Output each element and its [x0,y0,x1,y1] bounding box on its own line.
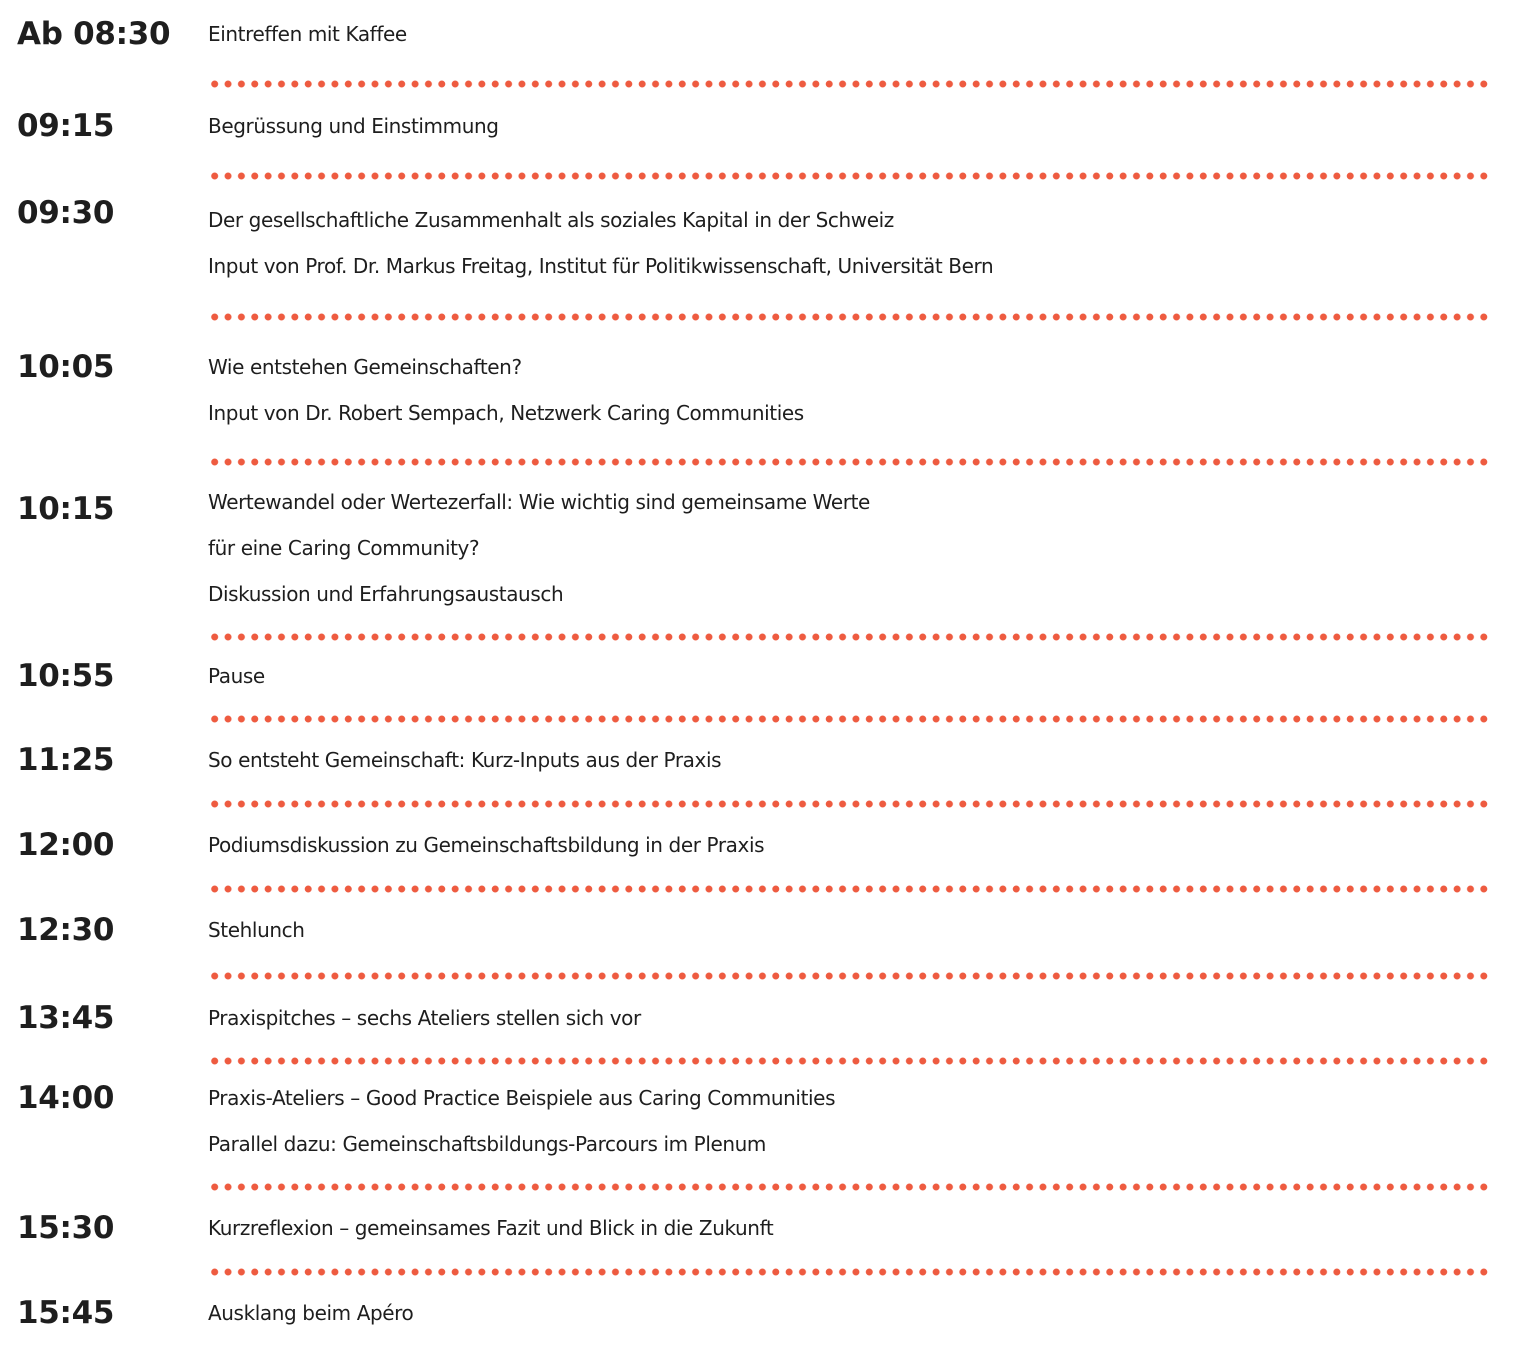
schedule-description [208,344,1514,436]
schedule-description [208,11,1514,57]
description-line: Parallel dazu: Gemeinschaftsbildungs-Parcours im Plenum [208,1132,767,1156]
schedule-time: 15:45 [17,1295,115,1331]
schedule-time: 11:25 [17,742,115,778]
description-line: Wertewandel oder Wertezerfall: Wie wichtig sind gemeinsame Werte [208,490,870,514]
schedule-time: 14:00 [17,1080,115,1116]
description-line: für eine Caring Community? [208,536,480,560]
description-line: Der gesellschaftliche Zusammenhalt als soziales Kapital in der Schweiz [208,208,894,232]
schedule-description [208,822,1514,868]
description-line: Input von Prof. Dr. Markus Freitag, Institut für Politikwissenschaft, Universität Bern [208,254,994,278]
description-line: Kurzreflexion – gemeinsames Fazit und Blick in die Zukunft [208,1216,774,1240]
description-line: Diskussion und Erfahrungsaustausch [208,582,564,606]
schedule-time: 09:15 [17,108,115,144]
description-line: Begrüssung und Einstimmung [208,114,499,138]
dotted-divider [208,972,1491,980]
schedule-time: 10:15 [17,491,115,527]
schedule-time: Ab 08:30 [17,16,171,52]
dotted-divider [208,633,1491,641]
description-line: Ausklang beim Apéro [208,1301,414,1325]
description-line: Stehlunch [208,918,305,942]
schedule-time: 12:30 [17,912,115,948]
schedule-time: 10:55 [17,658,115,694]
schedule-time: 10:05 [17,349,115,385]
description-line: Wie entstehen Gemeinschaften? [208,355,522,379]
dotted-divider [208,885,1491,893]
schedule-description [208,479,1514,617]
schedule-description [208,197,1514,289]
schedule-time: 09:30 [17,195,115,231]
schedule-description [208,737,1514,783]
dotted-divider [208,715,1491,723]
description-line: Praxispitches – sechs Ateliers stellen sich vor [208,1006,641,1030]
schedule-description [208,653,1514,699]
description-line: Eintreffen mit Kaffee [208,22,407,46]
dotted-divider [208,800,1491,808]
schedule-time: 15:30 [17,1210,115,1246]
schedule-description [208,103,1514,149]
schedule-description [208,995,1514,1041]
schedule-description [208,1290,1514,1336]
dotted-divider [208,80,1491,88]
schedule-description [208,1205,1514,1251]
dotted-divider [208,1057,1491,1065]
description-line: Podiumsdiskussion zu Gemeinschaftsbildung in der Praxis [208,833,765,857]
schedule-time: 12:00 [17,827,115,863]
dotted-divider [208,458,1491,466]
description-line: So entsteht Gemeinschaft: Kurz-Inputs aus der Praxis [208,748,722,772]
dotted-divider [208,1183,1491,1191]
schedule-description [208,1075,1514,1167]
dotted-divider [208,172,1491,180]
dotted-divider [208,313,1491,321]
description-line: Praxis-Ateliers – Good Practice Beispiele aus Caring Communities [208,1086,836,1110]
dotted-divider [208,1268,1491,1276]
description-line: Input von Dr. Robert Sempach, Netzwerk Caring Communities [208,401,804,425]
schedule-time: 13:45 [17,1000,115,1036]
schedule-description [208,907,1514,953]
description-line: Pause [208,664,265,688]
